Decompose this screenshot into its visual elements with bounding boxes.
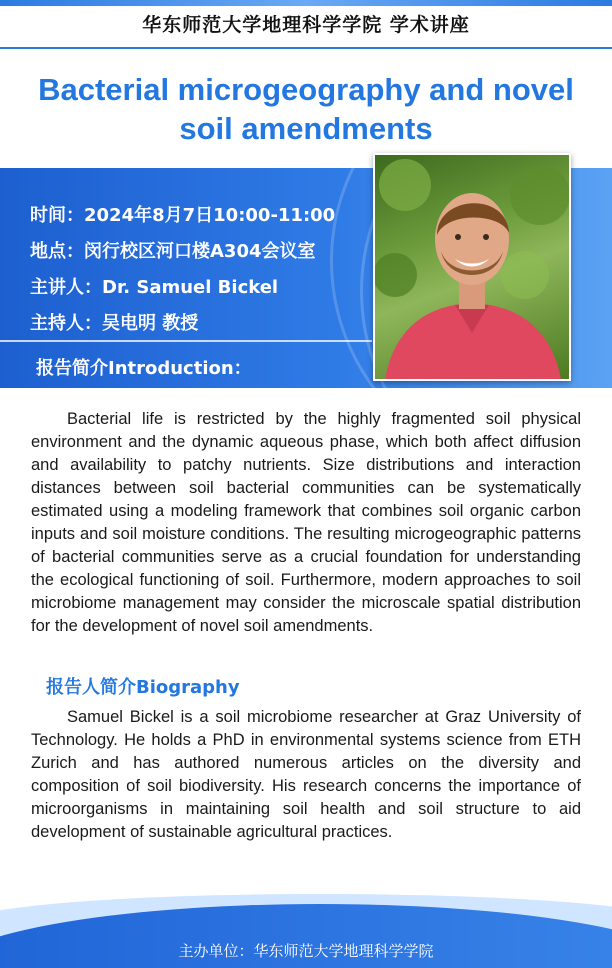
header-text: 华东师范大学地理科学学院 学术讲座 (142, 14, 470, 36)
bio-text: Samuel Bickel is a soil microbiome researcher at Graz University of Technology. He holds a PhD in environmental systems science from ETH Zurich and has authored numerous articles on the diversity and composition of soil biodiversity. His research concerns the importance of microorganisms in maintaining soil health and soil structure to aid development of sustainable agricultural practices. (31, 708, 581, 841)
intro-text: Bacterial life is restricted by the highly fragmented soil physical environment and the dynamic aqueous phase, which both affect diffusion and availability to patchy nutrients. Size distributions and interaction distances between soil bacterial communities can be systematically estimated using a modeling framework that combines soil organic carbon inputs and soil moisture conditions. The resulting microgeographic patterns of bacterial communities serve as a crucial foundation for understanding the ecological functioning of soil. Furthermore, modern approaches to soil microbiome management may consider the microscale spatial distribution for the development of novel soil amendments. (31, 410, 581, 635)
place-value: 闵行校区河口楼A304会议室 (84, 241, 316, 262)
header-bar (0, 0, 612, 49)
footer (0, 880, 612, 968)
lecture-title-line-2: soil amendments (179, 111, 433, 146)
time-label: 时间： (30, 205, 84, 226)
lecture-title-line-1: Bacterial microgeography and novel (38, 72, 574, 107)
info-place (30, 234, 335, 270)
lecture-title (10, 70, 602, 148)
info-list (30, 198, 335, 342)
speaker-label: 主讲人： (30, 277, 102, 298)
info-host (30, 306, 335, 342)
info-time (30, 198, 335, 234)
bio-heading: 报告人简介Biography (46, 677, 240, 698)
footer-text: 主办单位：华东师范大学地理科学学院 (178, 942, 434, 960)
intro-divider (0, 340, 372, 342)
place-label: 地点： (30, 241, 84, 262)
info-speaker (30, 270, 335, 306)
host-label: 主持人： (30, 313, 102, 334)
speaker-value: Dr. Samuel Bickel (102, 277, 279, 298)
intro-heading: 报告简介Introduction： (36, 358, 252, 379)
speaker-photo (373, 153, 571, 381)
host-value: 吴电明 教授 (102, 313, 199, 334)
time-value: 2024年8月7日10:00-11:00 (84, 205, 336, 226)
speaker-portrait-illustration (375, 155, 569, 379)
